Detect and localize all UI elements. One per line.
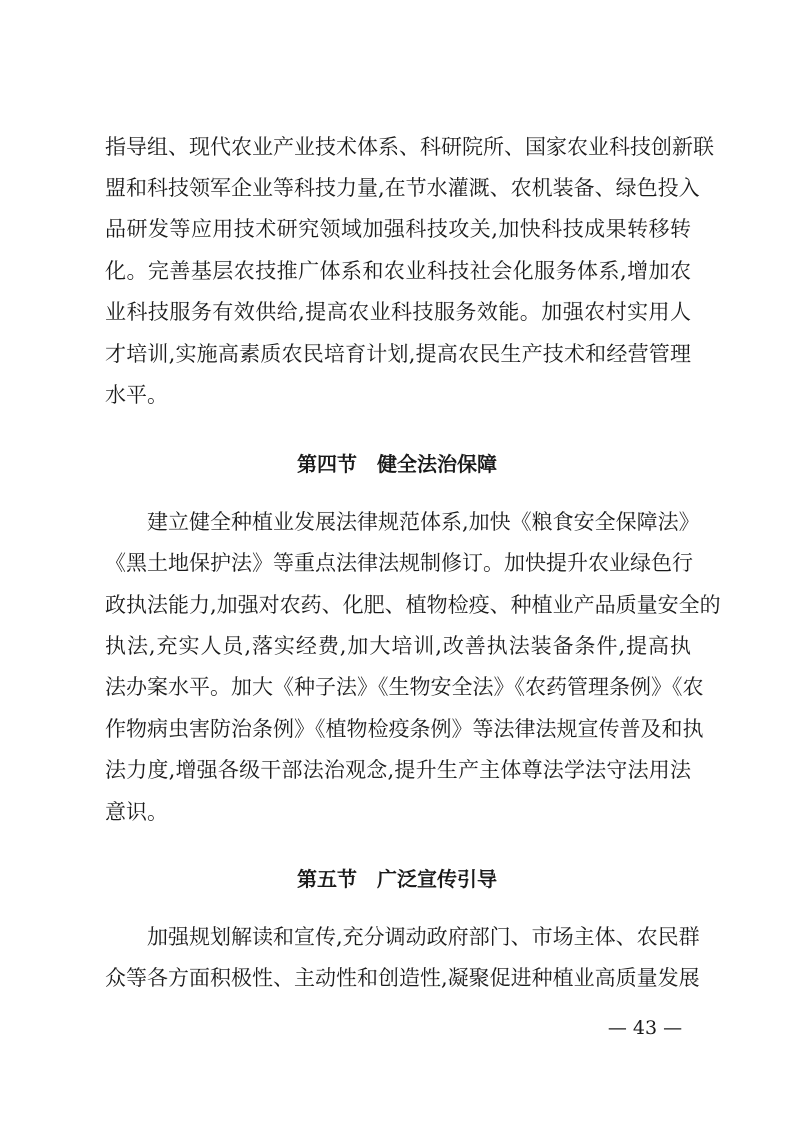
section-heading: 第五节 广泛宣传引导 — [297, 867, 497, 891]
text-line: 盟和科技领军企业等科技力量,在节水灌溉、农机装备、绿色投入 — [105, 176, 700, 200]
text-line: 品研发等应用技术研究领域加强科技攻关,加快科技成果转移转 — [105, 217, 691, 241]
text-line: 众等各方面积极性、主动性和创造性,凝聚促进种植业高质量发展 — [105, 966, 700, 990]
text-line: 水平。 — [105, 383, 168, 407]
text-line: 《黑土地保护法》等重点法律法规制修订。加快提升农业绿色行 — [105, 551, 693, 575]
text-line: 化。完善基层农技推广体系和农业科技社会化服务体系,增加农 — [105, 259, 691, 283]
text-line: 建立健全种植业发展法律规范体系,加快《粮食安全保障法》 — [147, 510, 700, 534]
text-line: 法力度,增强各级干部法治观念,提升生产主体尊法学法守法用法 — [105, 758, 691, 782]
text-line: 执法,充实人员,落实经费,加大培训,改善执法装备条件,提高执 — [105, 634, 691, 658]
text-line: 才培训,实施高素质农民培育计划,提高农民生产技术和经营管理 — [105, 342, 691, 366]
text-line: 法办案水平。加大《种子法》《生物安全法》《农药管理条例》《农 — [105, 675, 704, 699]
text-line: 政执法能力,加强对农药、化肥、植物检疫、种植业产品质量安全的 — [105, 593, 721, 617]
text-line: 作物病虫害防治条例》《植物检疫条例》等法律法规宣传普及和执 — [105, 717, 704, 741]
page-number: — 43 — — [607, 1017, 683, 1039]
text-line: 意识。 — [105, 800, 168, 824]
text-line: 指导组、现代农业产业技术体系、科研院所、国家农业科技创新联 — [105, 135, 714, 159]
text-line: 加强规划解读和宣传,充分调动政府部门、市场主体、农民群 — [147, 925, 700, 949]
section-heading: 第四节 健全法治保障 — [297, 452, 497, 476]
text-line: 业科技服务有效供给,提高农业科技服务效能。加强农村实用人 — [105, 300, 691, 324]
